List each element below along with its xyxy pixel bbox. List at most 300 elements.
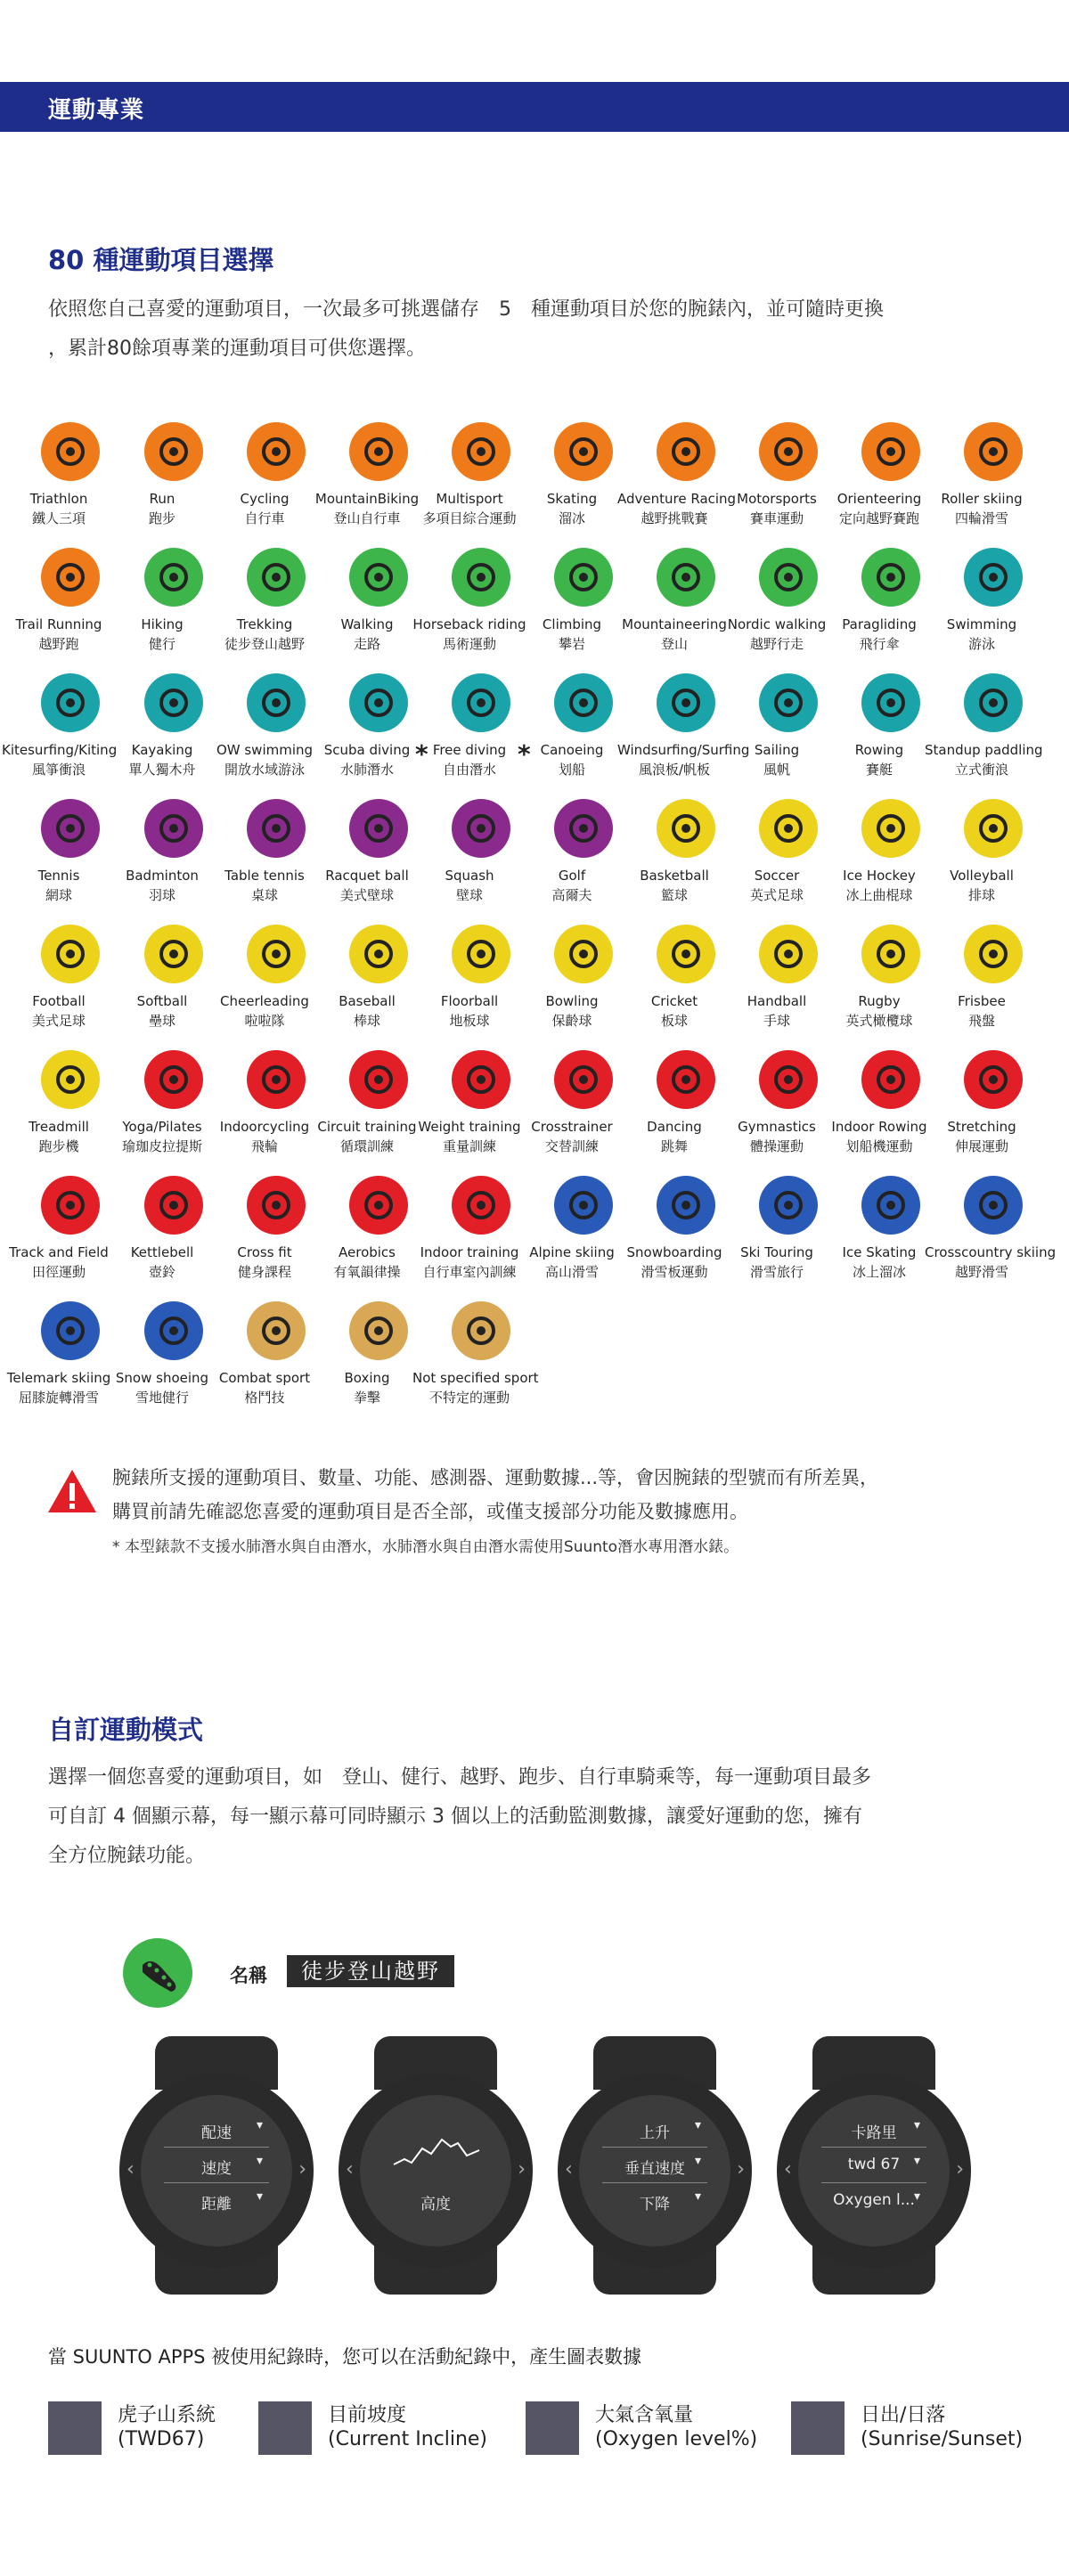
- sport-name-en: Volleyball: [950, 868, 1014, 884]
- app-thumbnail-icon: [526, 2401, 579, 2455]
- chevron-down-icon[interactable]: ▾: [257, 2154, 264, 2168]
- sport-name-zh: 自行車: [244, 510, 285, 526]
- sport-name-zh: 英式足球: [749, 887, 804, 903]
- sport-item: [315, 417, 419, 533]
- sport-name-en: Trekking: [236, 616, 293, 632]
- sport-item: [418, 1045, 521, 1161]
- roller-ski-icon: [964, 422, 1023, 481]
- sport-name-zh: 跑步: [148, 510, 175, 526]
- sport-item: [7, 794, 110, 909]
- sport-item: [315, 1170, 419, 1286]
- sport-name-zh: 游泳: [967, 636, 995, 652]
- sport-name-en: Adventure Racing: [617, 491, 737, 507]
- sport-name-zh: 地板球: [449, 1013, 490, 1029]
- sport-name-en: Football: [32, 993, 86, 1009]
- sport-item: [925, 1170, 1057, 1286]
- sport-name-zh: 屈膝旋轉滑雪: [18, 1390, 99, 1406]
- warning-line2: 購買前請先確認您喜愛的運動項目是否全部，或僅支援部分功能及數據應用。: [112, 1501, 748, 1522]
- sport-name-en: Multisport: [436, 491, 503, 507]
- sport-item: [315, 668, 419, 784]
- sport-name-zh: 風浪板/帆板: [638, 762, 711, 778]
- chevron-right-icon[interactable]: ›: [956, 2158, 964, 2181]
- section-title-custom: 自訂運動模式: [48, 1715, 204, 1745]
- name-value: 徒步登山越野: [287, 1955, 454, 1987]
- alpine-ski-icon: [554, 1176, 613, 1235]
- sport-name-zh: 健行: [148, 636, 175, 652]
- horse-icon: [452, 548, 510, 607]
- sport-name-en: Golf: [558, 868, 586, 884]
- cricket-icon: [657, 925, 715, 983]
- chevron-right-icon[interactable]: ›: [518, 2158, 526, 2181]
- sport-name-en: Crosstrainer: [531, 1119, 613, 1135]
- sport-name-zh: 徒步登山越野: [224, 636, 305, 652]
- sport-name-en: Run: [149, 491, 175, 507]
- sport-item: [520, 1170, 624, 1286]
- sport-item: [623, 1045, 726, 1161]
- windsurf-icon: [657, 673, 715, 732]
- football-icon: [41, 925, 100, 983]
- watch-field: 下降: [640, 2196, 670, 2213]
- sport-item: [623, 1170, 726, 1286]
- sport-name-en: Nordic walking: [727, 616, 827, 632]
- sport-name-zh: 走路: [353, 636, 380, 652]
- watch-field: twd 67: [847, 2156, 901, 2173]
- yinyang-icon: [144, 1050, 203, 1109]
- sport-item: [7, 1296, 110, 1412]
- chevron-down-icon[interactable]: ▾: [257, 2118, 264, 2132]
- dance-icon: [657, 1050, 715, 1109]
- kayak-icon: [144, 673, 203, 732]
- paddle-icon: [964, 673, 1023, 732]
- dumbbell-icon: [452, 1050, 510, 1109]
- adventure-icon: [657, 422, 715, 481]
- sport-name-en: Rowing: [854, 742, 904, 758]
- sport-name-en: Circuit training: [317, 1119, 417, 1135]
- star-icon: [452, 1301, 510, 1360]
- sport-name-zh: 自行車室內訓練: [422, 1264, 517, 1280]
- sport-name-en: Stretching: [947, 1119, 1016, 1135]
- sport-name-zh: 單人獨木舟: [128, 762, 196, 778]
- sport-name-zh: 四輪滑雪: [954, 510, 1008, 526]
- sport-name-zh: 羽球: [148, 887, 175, 903]
- sport-name-en: Triathlon: [29, 491, 88, 507]
- sport-name-zh: 手球: [763, 1013, 790, 1029]
- sport-name-zh: 壘球: [148, 1013, 175, 1029]
- sport-item: [725, 417, 828, 533]
- sports-description-line1: 依照您自己喜愛的運動項目，一次最多可挑選儲存 5 種運動項目於您的腕錶內，並可隨時更換: [48, 298, 885, 321]
- sport-item: [7, 417, 110, 533]
- chevron-down-icon[interactable]: ▾: [695, 2189, 702, 2204]
- sport-item: [315, 919, 419, 1035]
- walking-icon: [349, 548, 408, 607]
- baseball-icon: [349, 925, 408, 983]
- nordic-icon: [759, 548, 818, 607]
- sport-item: [213, 794, 316, 909]
- sport-item: [7, 919, 110, 1035]
- crosstrainer-icon: [554, 1050, 613, 1109]
- watch-field: 高度: [420, 2196, 451, 2213]
- sport-item: [930, 794, 1033, 909]
- sport-name-zh: 瑜珈皮拉提斯: [121, 1138, 202, 1154]
- sport-name-zh: 健身課程: [237, 1264, 291, 1280]
- watch-field: Oxygen l...: [833, 2191, 915, 2209]
- chevron-right-icon[interactable]: ›: [737, 2158, 745, 2181]
- sport-name-zh: 飛盤: [967, 1013, 995, 1029]
- treadmill-icon: [41, 1050, 100, 1109]
- sport-item: [828, 794, 931, 909]
- chevron-down-icon[interactable]: ▾: [695, 2118, 702, 2132]
- sport-name-en: Basketball: [640, 868, 709, 884]
- sport-name-en: Softball: [136, 993, 188, 1009]
- watch-screen[interactable]: [119, 2036, 314, 2295]
- sport-name-zh: 網球: [45, 887, 72, 903]
- sport-name-en: Horseback riding: [412, 616, 526, 632]
- sport-name-en: Floorball: [440, 993, 499, 1009]
- sport-name-en: Indoorcycling: [219, 1119, 310, 1135]
- sport-name-zh: 水肺潛水: [339, 762, 394, 778]
- header-title: 運動專業: [48, 97, 145, 124]
- warning-line1: 腕錶所支援的運動項目、數量、功能、感測器、運動數據...等，會因腕錶的型號而有所差異，: [112, 1467, 879, 1488]
- sport-name-en: Kitesurfing/Kiting: [2, 742, 118, 758]
- spin-bike-icon: [247, 1050, 306, 1109]
- sport-name-en: Frisbee: [958, 993, 1006, 1009]
- sport-item: [315, 542, 419, 658]
- chevron-down-icon[interactable]: ▾: [914, 2154, 921, 2168]
- floorball-icon: [452, 925, 510, 983]
- sport-name-zh: 越野滑雪: [954, 1264, 1008, 1280]
- sport-name-en: Crosscountry skiing: [925, 1244, 1057, 1260]
- sport-name-zh: 賽車運動: [749, 510, 804, 526]
- sport-item: [110, 542, 214, 658]
- custom-description-line1: 選擇一個您喜愛的運動項目，如 登山、健行、越野、跑步、自行車騎乘等，每一運動項目最多: [48, 1766, 872, 1789]
- sailboat-icon: [759, 673, 818, 732]
- watch-field: 垂直速度: [624, 2160, 685, 2178]
- volleyball-icon: [964, 799, 1023, 858]
- sport-name-en: Kayaking: [131, 742, 193, 758]
- sport-name-en: Mountaineering: [622, 616, 727, 632]
- aerobics-icon: [349, 1176, 408, 1235]
- app-name: 日出/日落: [861, 2404, 946, 2426]
- watch-field: 卡路里: [851, 2124, 897, 2142]
- app-name: 虎子山系統: [118, 2404, 216, 2426]
- sport-name-zh: 壁球: [455, 887, 483, 903]
- sport-name-en: Canoeing: [540, 742, 604, 758]
- chevron-right-icon[interactable]: ›: [298, 2158, 306, 2181]
- star-icon: [452, 1176, 510, 1235]
- sport-name-en: Baseball: [339, 993, 396, 1009]
- sport-name-en: Dancing: [647, 1119, 702, 1135]
- sport-name-zh: 板球: [660, 1013, 688, 1029]
- orienteering-icon: [861, 422, 920, 481]
- sport-name-zh: 拳擊: [353, 1390, 380, 1406]
- sport-name-en: Sailing: [754, 742, 800, 758]
- sport-name-en: Indoor Rowing: [831, 1119, 927, 1135]
- sport-name-zh: 棒球: [353, 1013, 380, 1029]
- sport-item: [725, 1045, 828, 1161]
- chevron-down-icon[interactable]: ▾: [695, 2154, 702, 2168]
- sport-name-zh: 立式衝浪: [954, 762, 1008, 778]
- altitude-graph-icon: [392, 2129, 481, 2173]
- sport-name-en: Scuba diving: [323, 742, 411, 758]
- sport-name-en: Table tennis: [224, 868, 305, 884]
- sport-item: [828, 1170, 931, 1286]
- sports-description-line2: ，累計80餘項專業的運動項目可供您選擇。: [48, 338, 426, 360]
- sport-name-zh: 冰上曲棍球: [845, 887, 913, 903]
- scuba-icon: [349, 673, 408, 732]
- sport-name-en: Racquet ball: [325, 868, 409, 884]
- sport-item: [623, 542, 726, 658]
- app-name: 目前坡度: [328, 2404, 407, 2426]
- sport-item: [617, 668, 750, 784]
- sport-name-zh: 滑雪板運動: [641, 1264, 708, 1280]
- chevron-down-icon[interactable]: ▾: [914, 2189, 921, 2204]
- sport-name-en: Not specified sport: [412, 1370, 539, 1386]
- sport-name-zh: 雪地健行: [135, 1390, 189, 1406]
- sport-item: [7, 1045, 110, 1161]
- bowling-icon: [554, 925, 613, 983]
- pompom-icon: [247, 925, 306, 983]
- kite-icon: [41, 673, 100, 732]
- sport-name-en: Bowling: [545, 993, 599, 1009]
- triathlon-icon: [41, 422, 100, 481]
- chevron-down-icon[interactable]: ▾: [914, 2118, 921, 2132]
- app-subtitle: (Current Incline): [328, 2428, 488, 2450]
- boxing-glove-icon: [349, 1301, 408, 1360]
- sport-name-en: Snow shoeing: [115, 1370, 209, 1386]
- sport-name-zh: 自由潛水: [442, 762, 496, 778]
- sport-name-en: Gymnastics: [738, 1119, 816, 1135]
- sport-item: [213, 668, 316, 784]
- sport-item: [7, 542, 110, 658]
- sport-name-zh: 有氧韻律操: [333, 1264, 401, 1280]
- sport-name-en: OW swimming: [216, 742, 314, 758]
- section-title-sports: 80 種運動項目選擇: [48, 245, 274, 275]
- hiking-shoe-icon: [144, 548, 203, 607]
- ski-tour-icon: [759, 1176, 818, 1235]
- app-thumbnail-icon: [791, 2401, 845, 2455]
- chevron-left-icon[interactable]: ‹: [784, 2158, 792, 2181]
- sport-name-en: Squash: [445, 868, 494, 884]
- soccer-icon: [759, 799, 818, 858]
- sport-item: [925, 668, 1043, 784]
- mountain-bike-icon: [349, 422, 408, 481]
- sport-name-en: Trail Running: [15, 616, 102, 632]
- app-subtitle: (Sunrise/Sunset): [861, 2428, 1024, 2450]
- chevron-left-icon[interactable]: ‹: [126, 2158, 135, 2181]
- custom-description-line3: 全方位腕錶功能。: [48, 1845, 206, 1867]
- sport-name-en: Tennis: [37, 868, 80, 884]
- asterisk-mark: *: [518, 739, 531, 769]
- chevron-left-icon[interactable]: ‹: [346, 2158, 354, 2181]
- sport-name-en: Indoor training: [420, 1244, 519, 1260]
- header-bar: [0, 82, 1069, 132]
- sport-name-en: Skating: [546, 491, 598, 507]
- sport-name-en: Standup paddling: [925, 742, 1043, 758]
- table-tennis-icon: [247, 799, 306, 858]
- sport-name-en: Combat sport: [218, 1370, 311, 1386]
- name-label: 名稱: [230, 1965, 267, 1986]
- sport-name-en: Badminton: [126, 868, 199, 884]
- sport-item: [213, 542, 316, 658]
- watch-field: 距離: [201, 2196, 232, 2213]
- sport-name-zh: 體操運動: [749, 1138, 804, 1154]
- sport-item: [930, 417, 1033, 533]
- sport-name-en: Telemark skiing: [6, 1370, 111, 1386]
- sport-name-zh: 風箏衝浪: [31, 762, 86, 778]
- sport-name-en: Cross fit: [237, 1244, 292, 1260]
- trekking-icon: [123, 1938, 192, 2008]
- basketball-icon: [657, 799, 715, 858]
- sport-name-zh: 伸展運動: [954, 1138, 1008, 1154]
- sport-name-zh: 保齡球: [551, 1013, 592, 1029]
- telemark-icon: [41, 1301, 100, 1360]
- sport-name-en: Motorsports: [737, 491, 817, 507]
- app-thumbnail-icon: [48, 2401, 102, 2455]
- sport-item: [418, 417, 521, 533]
- sport-item: [213, 1296, 316, 1412]
- sport-item: [930, 1045, 1033, 1161]
- sport-name-en: Boxing: [344, 1370, 390, 1386]
- sport-name-zh: 馬術運動: [442, 636, 496, 652]
- sport-item: [418, 919, 521, 1035]
- frisbee-icon: [964, 925, 1023, 983]
- sport-name-en: Paragliding: [842, 616, 917, 632]
- sport-item: [110, 1296, 214, 1412]
- sport-name-zh: 高爾夫: [551, 887, 592, 903]
- sport-name-zh: 英式橄欖球: [845, 1013, 913, 1029]
- sport-name-en: Climbing: [542, 616, 602, 632]
- sport-item: [520, 794, 624, 909]
- trekking-icon: [247, 548, 306, 607]
- circuit-icon: [349, 1050, 408, 1109]
- sport-item: [725, 794, 828, 909]
- sport-item: [213, 1045, 316, 1161]
- sport-item: [828, 668, 931, 784]
- sport-name-zh: 格鬥技: [244, 1390, 285, 1406]
- sport-name-zh: 排球: [967, 887, 995, 903]
- sport-item: [315, 1045, 419, 1161]
- sport-item: [725, 919, 828, 1035]
- app-name: 大氣含氧量: [595, 2404, 694, 2426]
- sport-name-en: Weight training: [418, 1119, 521, 1135]
- sport-name-en: Kettlebell: [130, 1244, 194, 1260]
- sport-item: [828, 919, 931, 1035]
- chevron-down-icon[interactable]: ▾: [257, 2189, 264, 2204]
- sport-item: [7, 1170, 110, 1286]
- sport-item: [110, 668, 214, 784]
- oars-icon: [861, 673, 920, 732]
- sport-item: [213, 417, 316, 533]
- sport-item: [725, 542, 828, 658]
- sport-name-zh: 越野行走: [749, 636, 804, 652]
- puck-icon: [861, 799, 920, 858]
- sport-item: [828, 542, 931, 658]
- watch-field: 速度: [201, 2160, 232, 2178]
- sport-name-en: Orienteering: [836, 491, 922, 507]
- run-shoe-icon: [144, 422, 203, 481]
- handball-icon: [759, 925, 818, 983]
- diving-note: * 本型錶款不支援水肺潛水與自由潛水，水肺潛水與自由潛水需使用Suunto潛水專用潛水錶。: [112, 1538, 739, 1556]
- sport-name-en: Alpine skiing: [529, 1244, 615, 1260]
- crossfit-icon: [247, 1176, 306, 1235]
- sport-item: [520, 668, 624, 784]
- mountain-icon: [657, 548, 715, 607]
- snowshoe-icon: [144, 1301, 203, 1360]
- ow-swim-icon: [247, 673, 306, 732]
- bicycle-icon: [247, 422, 306, 481]
- sport-name-zh: 定向越野賽跑: [838, 510, 919, 526]
- sport-item: [110, 794, 214, 909]
- sport-name-zh: 跑步機: [38, 1138, 79, 1154]
- fist-icon: [247, 1301, 306, 1360]
- sport-name-zh: 飛輪: [250, 1138, 278, 1154]
- sport-item: [418, 794, 521, 909]
- paraglide-icon: [861, 548, 920, 607]
- sport-name-zh: 交替訓練: [544, 1138, 599, 1154]
- sport-item: [412, 1296, 539, 1412]
- sport-name-zh: 籃球: [660, 887, 688, 903]
- sport-item: [725, 1170, 828, 1286]
- sport-item: [213, 1170, 316, 1286]
- sport-item: [930, 542, 1033, 658]
- sport-name-en: Treadmill: [29, 1119, 89, 1135]
- watch-field: 上升: [640, 2124, 670, 2142]
- sport-name-en: Cricket: [650, 993, 698, 1009]
- sport-name-en: Windsurfing/Surfing: [617, 742, 750, 758]
- flag-icon: [759, 422, 818, 481]
- chevron-left-icon[interactable]: ‹: [565, 2158, 573, 2181]
- canoe-icon: [554, 673, 613, 732]
- sport-name-zh: 越野跑: [38, 636, 79, 652]
- sport-item: [520, 1045, 624, 1161]
- sport-name-zh: 登山自行車: [333, 510, 401, 526]
- watch-field: 配速: [201, 2124, 232, 2142]
- watch-screen[interactable]: [777, 2036, 971, 2295]
- sport-name-zh: 划船: [558, 762, 585, 778]
- sport-item: [520, 919, 624, 1035]
- sport-name-zh: 賽艇: [865, 762, 893, 778]
- sport-name-zh: 冰上溜冰: [852, 1264, 906, 1280]
- sport-item: [412, 542, 526, 658]
- sport-name-en: Ski Touring: [740, 1244, 813, 1260]
- sport-item: [110, 417, 214, 533]
- sport-item: [623, 794, 726, 909]
- sport-name-en: Ice Hockey: [843, 868, 916, 884]
- sport-item: [315, 1296, 419, 1412]
- sport-name-zh: 啦啦隊: [244, 1013, 285, 1029]
- sport-item: [617, 417, 737, 533]
- sport-name-en: Cheerleading: [220, 993, 309, 1009]
- sport-item: [110, 1045, 214, 1161]
- sport-item: [110, 1170, 214, 1286]
- watch-screen[interactable]: [339, 2036, 533, 2295]
- sport-name-zh: 跳舞: [660, 1138, 688, 1154]
- xc-ski-icon: [964, 1176, 1023, 1235]
- sport-name-zh: 攀岩: [558, 636, 585, 652]
- watch-screen[interactable]: [558, 2036, 752, 2295]
- trail-shoe-icon: [41, 548, 100, 607]
- sport-name-zh: 田徑運動: [31, 1264, 86, 1280]
- sport-name-en: Cycling: [240, 491, 290, 507]
- golf-ball-icon: [554, 799, 613, 858]
- skate-icon: [554, 422, 613, 481]
- sport-name-en: MountainBiking: [314, 491, 420, 507]
- sport-name-en: Aerobics: [339, 1244, 396, 1260]
- sport-item: [623, 919, 726, 1035]
- app-thumbnail-icon: [258, 2401, 312, 2455]
- warning-icon: [46, 1468, 98, 1514]
- sport-name-zh: 壺鈴: [148, 1264, 175, 1280]
